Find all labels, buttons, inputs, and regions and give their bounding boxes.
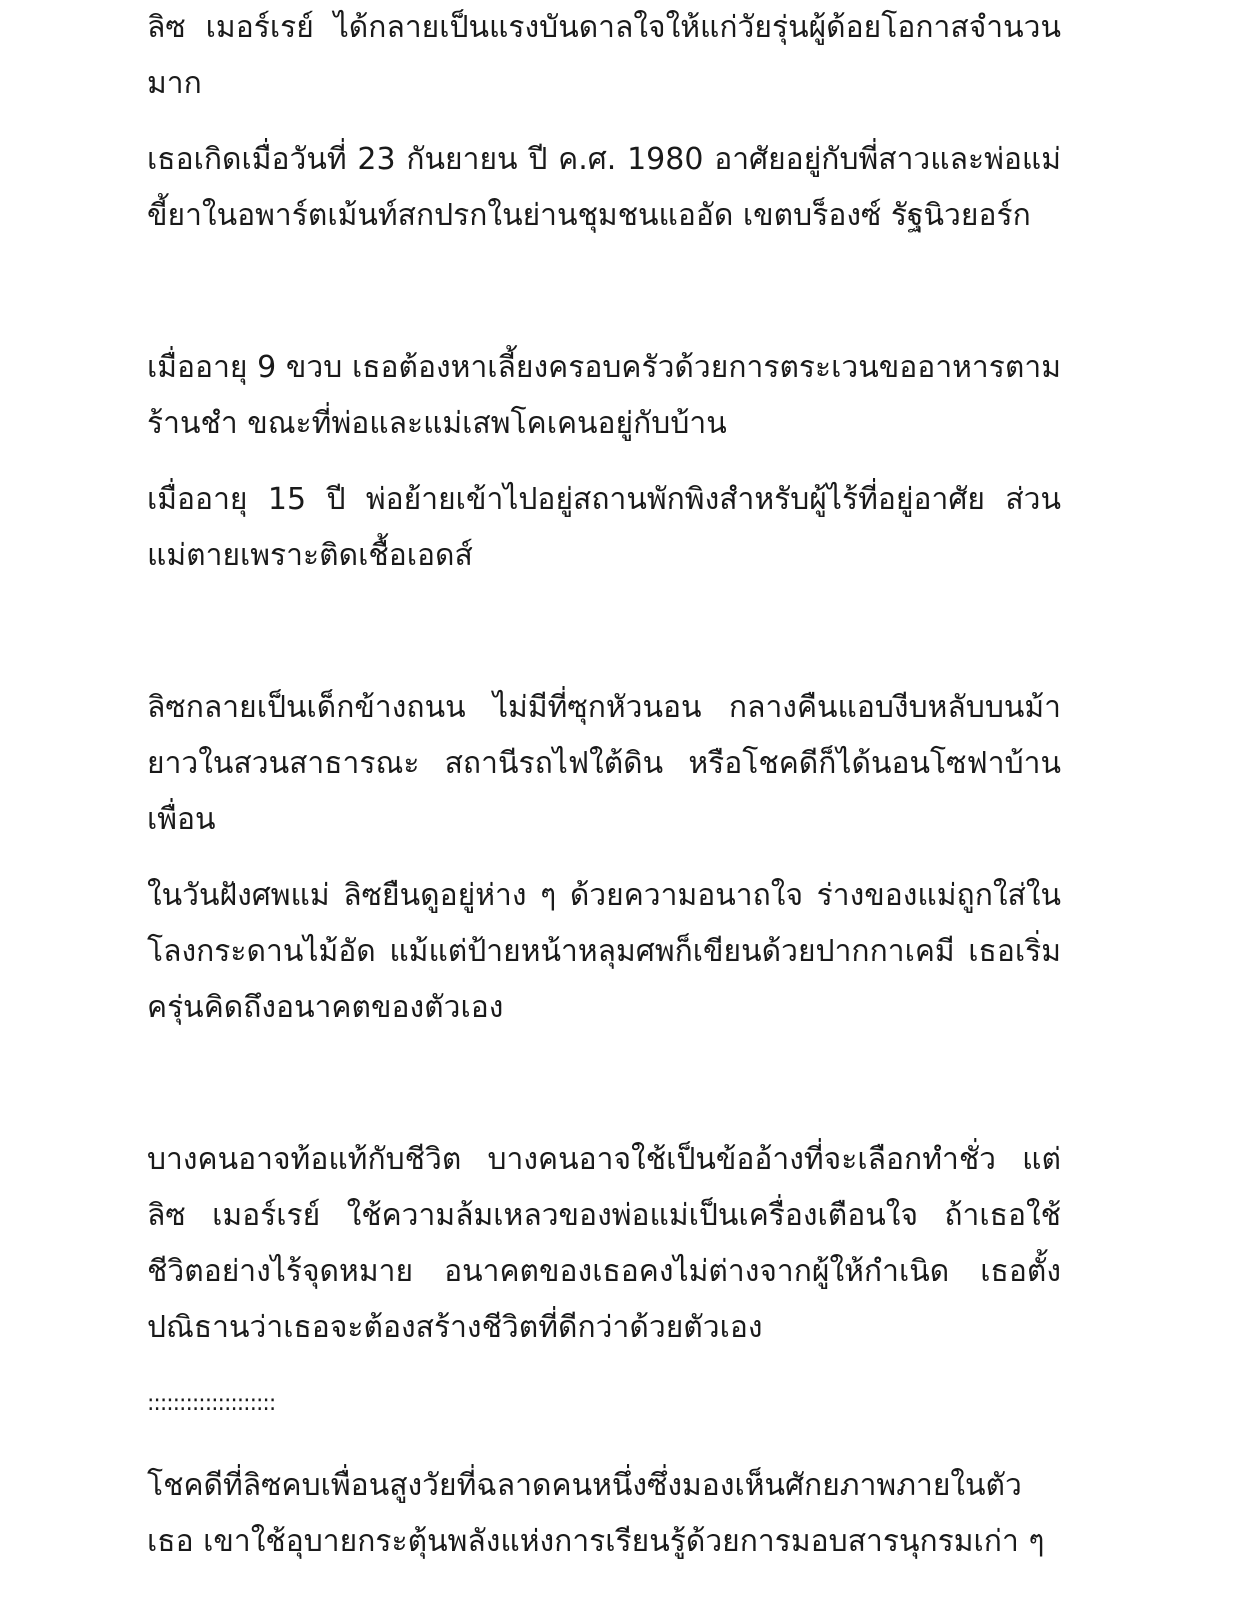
paragraph-intro: ลิซ เมอร์เรย์ ได้กลายเป็นแรงบันดาลใจให้แก่วัยรุ่นผู้ด้อยโอกาสจำนวนมาก — [147, 10, 1061, 101]
article-body — [147, 0, 1061, 1570]
paragraph-street-kid: ลิซกลายเป็นเด็กข้างถนน ไม่มีที่ซุกหัวนอน กลางคืนแอบงีบหลับบนม้ายาวในสวนสาธารณะ สถานีรถไฟใต้ดิน หรือโชคดีก็ได้นอนโซฟาบ้านเพื่อน — [147, 690, 1061, 837]
paragraph-mentor: โชคดีที่ลิซคบเพื่อนสูงวัยที่ฉลาดคนหนึ่งซึ่งมองเห็นศักยภาพภายในตัวเธอ เขาใช้อุบายกระตุ้นพลังแห่งการเรียนรู้ด้วยการมอบสารนุกรมเก่า ๆ — [147, 1468, 1045, 1559]
paragraph-funeral: ในวันฝังศพแม่ ลิซยืนดูอยู่ห่าง ๆ ด้วยความอนาถใจ ร่างของแม่ถูกใส่ในโลงกระดานไม้อัด แม้แต่ป้ายหน้าหลุมศพก็เขียนด้วยปากกาเคมี เธอเริ่มครุ่นคิดถึงอนาคตของตัวเอง — [147, 878, 1061, 1025]
section-separator: :::::::::::::::::::: — [147, 1391, 276, 1416]
paragraph-birth: เธอเกิดเมื่อวันที่ 23 กันยายน ปี ค.ศ. 1980 อาศัยอยู่กับพี่สาวและพ่อแม่ขี้ยาในอพาร์ตเม้นท์สกปรกในย่านชุมชนแออัด เขตบร็องซ์ รัฐนิวยอร์ก — [147, 142, 1061, 233]
paragraph-resolution: บางคนอาจท้อแท้กับชีวิต บางคนอาจใช้เป็นข้ออ้างที่จะเลือกทำชั่ว แต่ลิซ เมอร์เรย์ ใช้ความล้มเหลวของพ่อแม่เป็นเครื่องเตือนใจ ถ้าเธอใช้ชีวิตอย่างไร้จุดหมาย อนาคตของเธอคงไม่ต่างจากผู้ให้กำเนิด เธอตั้งปณิธานว่าเธอจะต้องสร้างชีวิตที่ดีกว่าด้วยตัวเอง — [147, 1142, 1061, 1345]
paragraph-age-fifteen: เมื่ออายุ 15 ปี พ่อย้ายเข้าไปอยู่สถานพักพิงสำหรับผู้ไร้ที่อยู่อาศัย ส่วนแม่ตายเพราะติดเชื้อเอดส์ — [147, 482, 1061, 573]
paragraph-age-nine: เมื่ออายุ 9 ขวบ เธอต้องหาเลี้ยงครอบครัวด้วยการตระเวนขออาหารตามร้านชำ ขณะที่พ่อและแม่เสพโคเคนอยู่กับบ้าน — [147, 350, 1061, 441]
